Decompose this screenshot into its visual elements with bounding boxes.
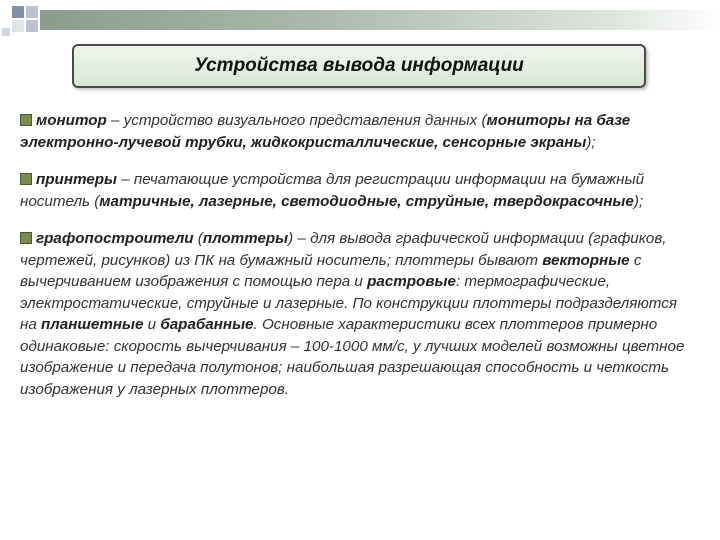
text-run: – печатающие устройства для регистрации информации на бумажный носитель ( [20,171,645,210]
bold-term: барабанные [160,316,254,333]
square-bullet-icon [20,114,32,126]
text-run: – устройство визуального представления данных ( [106,112,487,129]
bold-term: плоттеры [202,230,289,247]
content-area [20,110,690,400]
text-run: и [143,316,161,333]
header-gradient-bar [40,10,720,30]
decor-square [26,20,38,32]
bold-term: векторные [542,251,630,269]
bold-term: графопостроители [36,230,194,247]
text-run: ) – для вывода графической информации (графиков, чертежей, рисунков) из ПК на бумажный носитель; плоттеры бывают [20,230,667,269]
square-bullet-icon [20,173,32,185]
bullet-paragraph [20,169,690,212]
slide-title: Устройства вывода информации [194,55,524,76]
bullet-paragraph [20,110,690,153]
bold-term: монитор [36,112,107,129]
bold-term: принтеры [36,171,118,188]
text-run: ); [633,192,644,210]
text-run: . Основные характеристики всех плоттеров примерно одинаковые: скорость вычерчивания – 100-1000 мм/с, у лучших моделей возможны цветное изображение и передача полутонов; наибольшая разрешающая способность и четкость изображения у лазерных плоттеров. [20,316,685,398]
decor-square [2,28,10,36]
bold-term: мониторы на базе электронно-лучевой трубки, жидкокристаллические, сенсорные экраны [20,112,631,151]
square-bullet-icon [20,232,32,244]
bold-term: матричные, лазерные, светодиодные, струйные, твердокрасочные [99,192,634,210]
title-box [72,44,646,88]
text-run: с вычерчиванием изображения с помощью пера и [20,251,642,290]
bold-term: растровые [367,273,456,290]
text-run: ( [193,230,203,247]
decor-square [12,6,24,18]
decor-square [12,20,24,32]
text-run: ); [586,133,596,151]
bullet-paragraph [20,228,690,400]
text-run: : термографические, электростатические, струйные и лазерные. По конструкции плоттеры подразделяются на [20,273,677,333]
decor-square [26,6,38,18]
bold-term: планшетные [41,316,144,333]
